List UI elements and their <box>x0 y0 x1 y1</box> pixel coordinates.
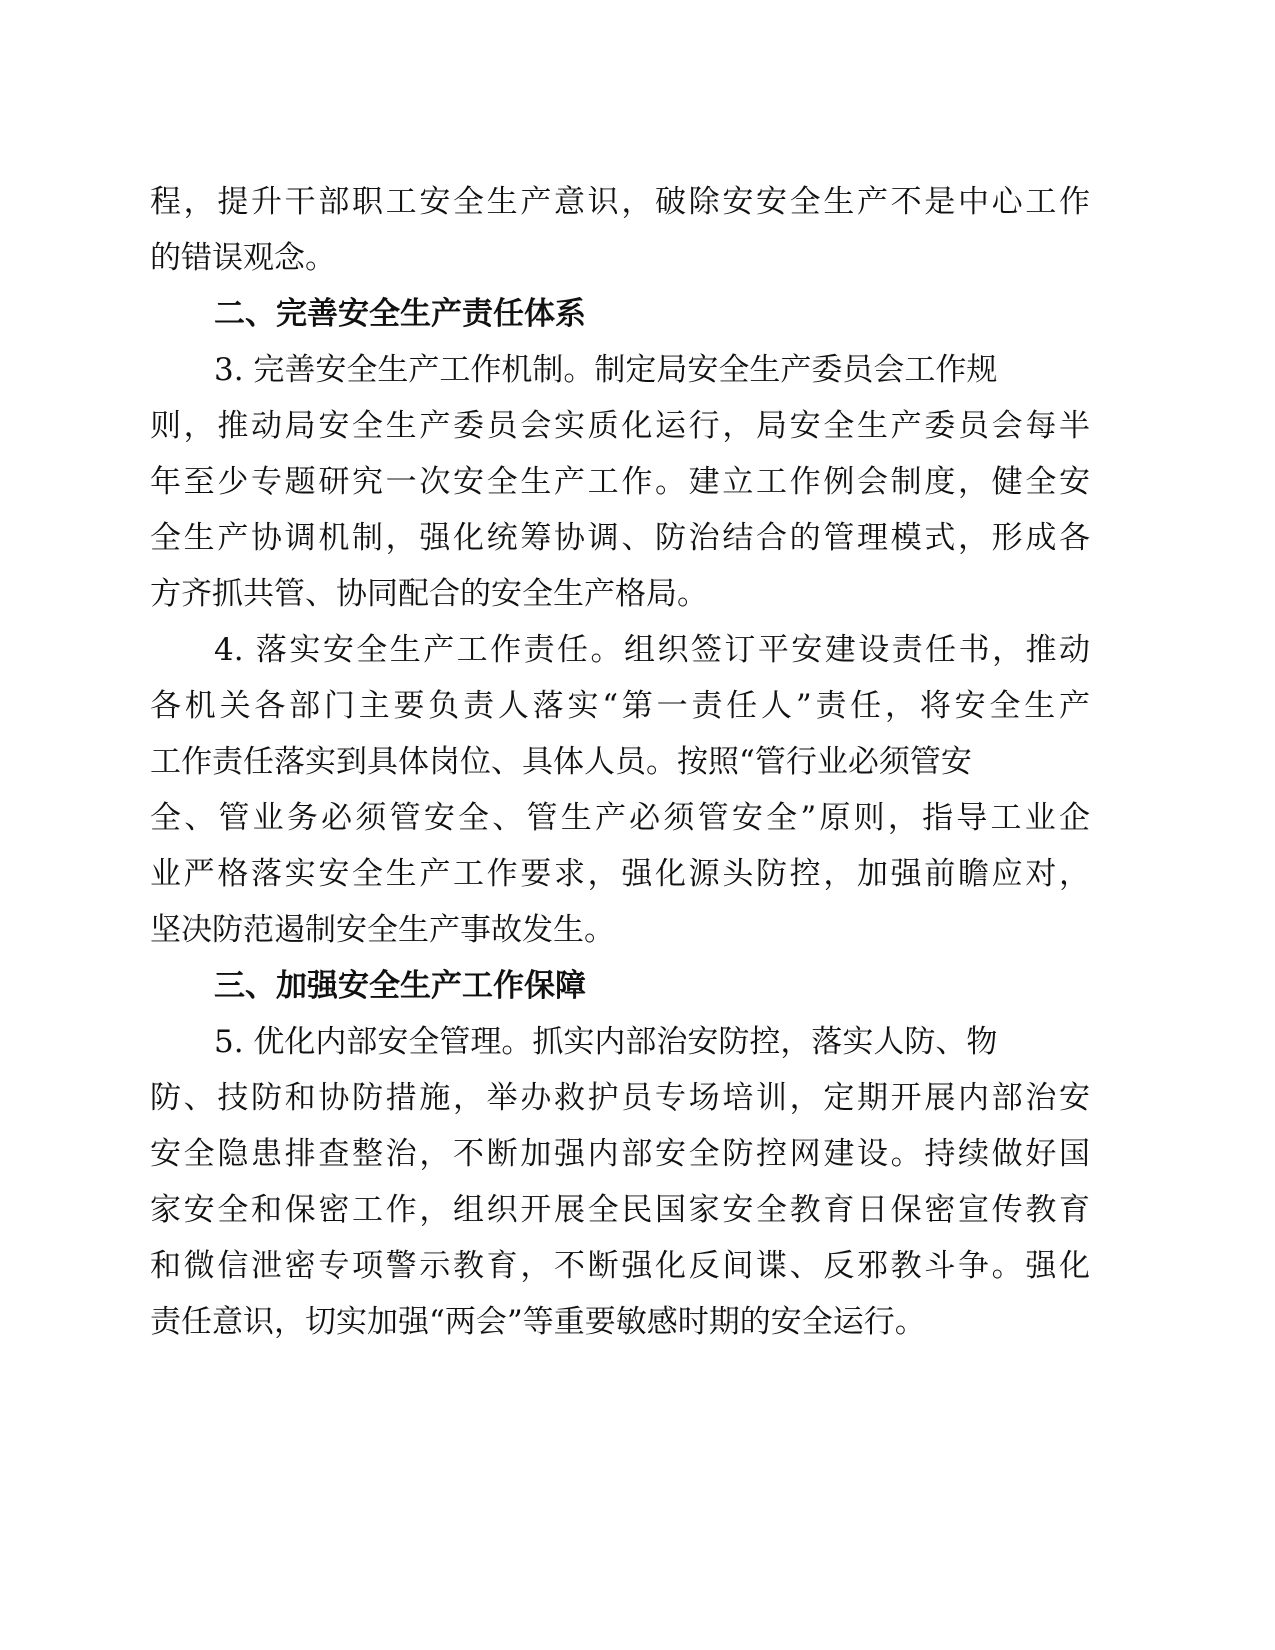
section-heading: 二、完善安全生产责任体系 <box>214 296 586 332</box>
paragraph-line: 业严格落实安全生产工作要求，强化源头防控，加强前瞻应对， <box>150 856 1090 892</box>
paragraph-line: 全、管业务必须管安全、管生产必须管安全”原则，指导工业企 <box>150 800 1090 836</box>
paragraph-line: 4. 落实安全生产工作责任。组织签订平安建设责任书，推动 <box>214 632 1090 668</box>
paragraph-line: 责任意识，切实加强“两会”等重要敏感时期的安全运行。 <box>150 1304 926 1340</box>
paragraph-line: 则，推动局安全生产委员会实质化运行，局安全生产委员会每半 <box>150 408 1090 444</box>
paragraph-line: 3. 完善安全生产工作机制。制定局安全生产委员会工作规 <box>214 352 998 388</box>
paragraph-line: 程，提升干部职工安全生产意识，破除安安全生产不是中心工作 <box>150 184 1090 220</box>
paragraph-line: 坚决防范遏制安全生产事故发生。 <box>150 912 615 948</box>
paragraph-line: 5. 优化内部安全管理。抓实内部治安防控，落实人防、物 <box>214 1024 998 1060</box>
paragraph-line: 工作责任落实到具体岗位、具体人员。按照“管行业必须管安 <box>150 744 972 780</box>
document-body <box>150 174 1090 1350</box>
paragraph-line: 防、技防和协防措施，举办救护员专场培训，定期开展内部治安 <box>150 1080 1090 1116</box>
section-heading: 三、加强安全生产工作保障 <box>214 968 586 1004</box>
paragraph-line: 家安全和保密工作，组织开展全民国家安全教育日保密宣传教育 <box>150 1192 1090 1228</box>
paragraph-line: 和微信泄密专项警示教育，不断强化反间谍、反邪教斗争。强化 <box>150 1248 1090 1284</box>
paragraph-line: 年至少专题研究一次安全生产工作。建立工作例会制度，健全安 <box>150 464 1090 500</box>
paragraph-line: 方齐抓共管、协同配合的安全生产格局。 <box>150 576 708 612</box>
paragraph-line: 的错误观念。 <box>150 240 336 276</box>
paragraph-line: 安全隐患排查整治，不断加强内部安全防控网建设。持续做好国 <box>150 1136 1090 1172</box>
paragraph-line: 全生产协调机制，强化统筹协调、防治结合的管理模式，形成各 <box>150 520 1090 556</box>
paragraph-line: 各机关各部门主要负责人落实“第一责任人”责任，将安全生产 <box>150 688 1090 724</box>
